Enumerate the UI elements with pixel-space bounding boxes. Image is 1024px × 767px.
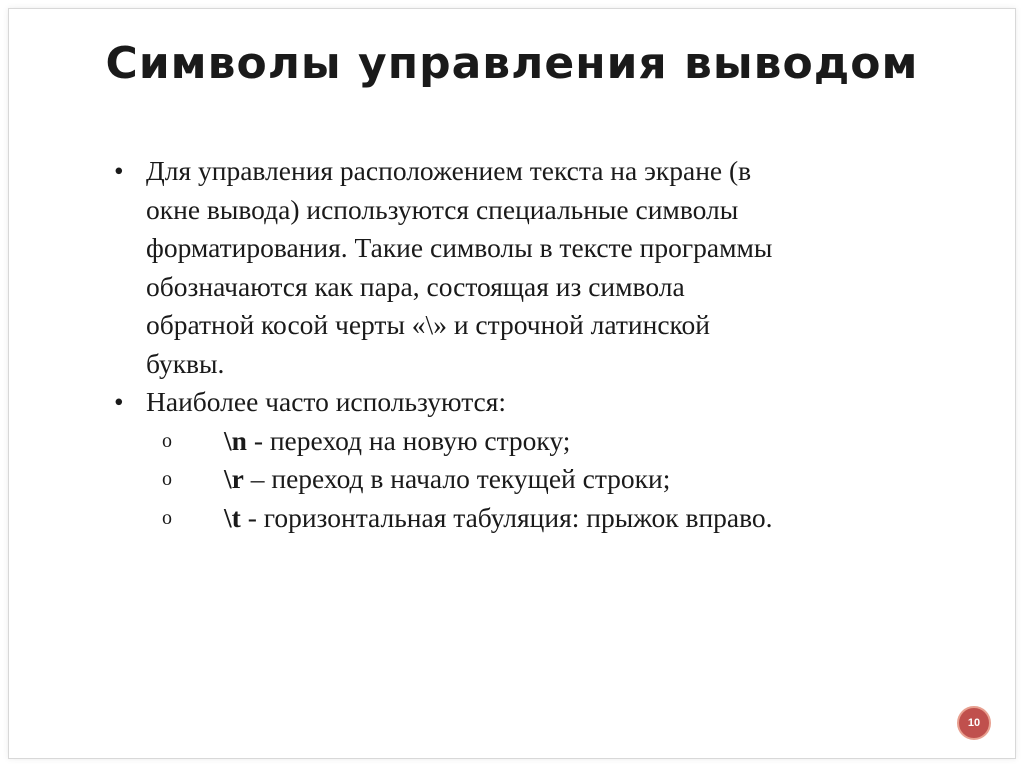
circle-bullet-icon: o [162,506,172,529]
page-number-badge: 10 [957,706,991,740]
sub-list [112,422,992,538]
escape-code: \t [224,501,241,533]
circle-bullet-icon: o [162,468,172,490]
escape-description: - горизонтальная табуляция: прыжок вправо. [240,501,773,533]
bullet-line: Наиболее часто используются: [146,386,507,417]
bullet-line: обратной косой черты «\» и строчной латинской [146,309,710,340]
escape-description: – переход в начало текущей строки; [243,463,671,494]
escape-code: \r [224,463,244,494]
bullet-line: форматирования. Такие символы в тексте программы [146,232,773,263]
bullet-line: обозначаются как пара, состоящая из символа [146,270,685,302]
slide-content [112,152,992,537]
circle-bullet-icon: o [162,429,172,452]
slide-title: Символы управления выводом [105,38,919,89]
escape-code: \n [224,424,247,456]
bullet-line: окне вывода) используются специальные символы [146,193,739,225]
sub-list-item [112,499,992,538]
bullet-marker: • [114,155,124,186]
bullet-line: буквы. [146,347,225,379]
bullet-item [112,152,992,383]
bullet-marker: • [114,386,124,417]
bullet-line: Для управления расположением текста на экране (в [146,155,752,186]
sub-list-item [112,422,992,461]
escape-description: - переход на новую строку; [246,424,571,456]
sub-list-item [112,460,992,499]
bullet-item [112,383,992,422]
